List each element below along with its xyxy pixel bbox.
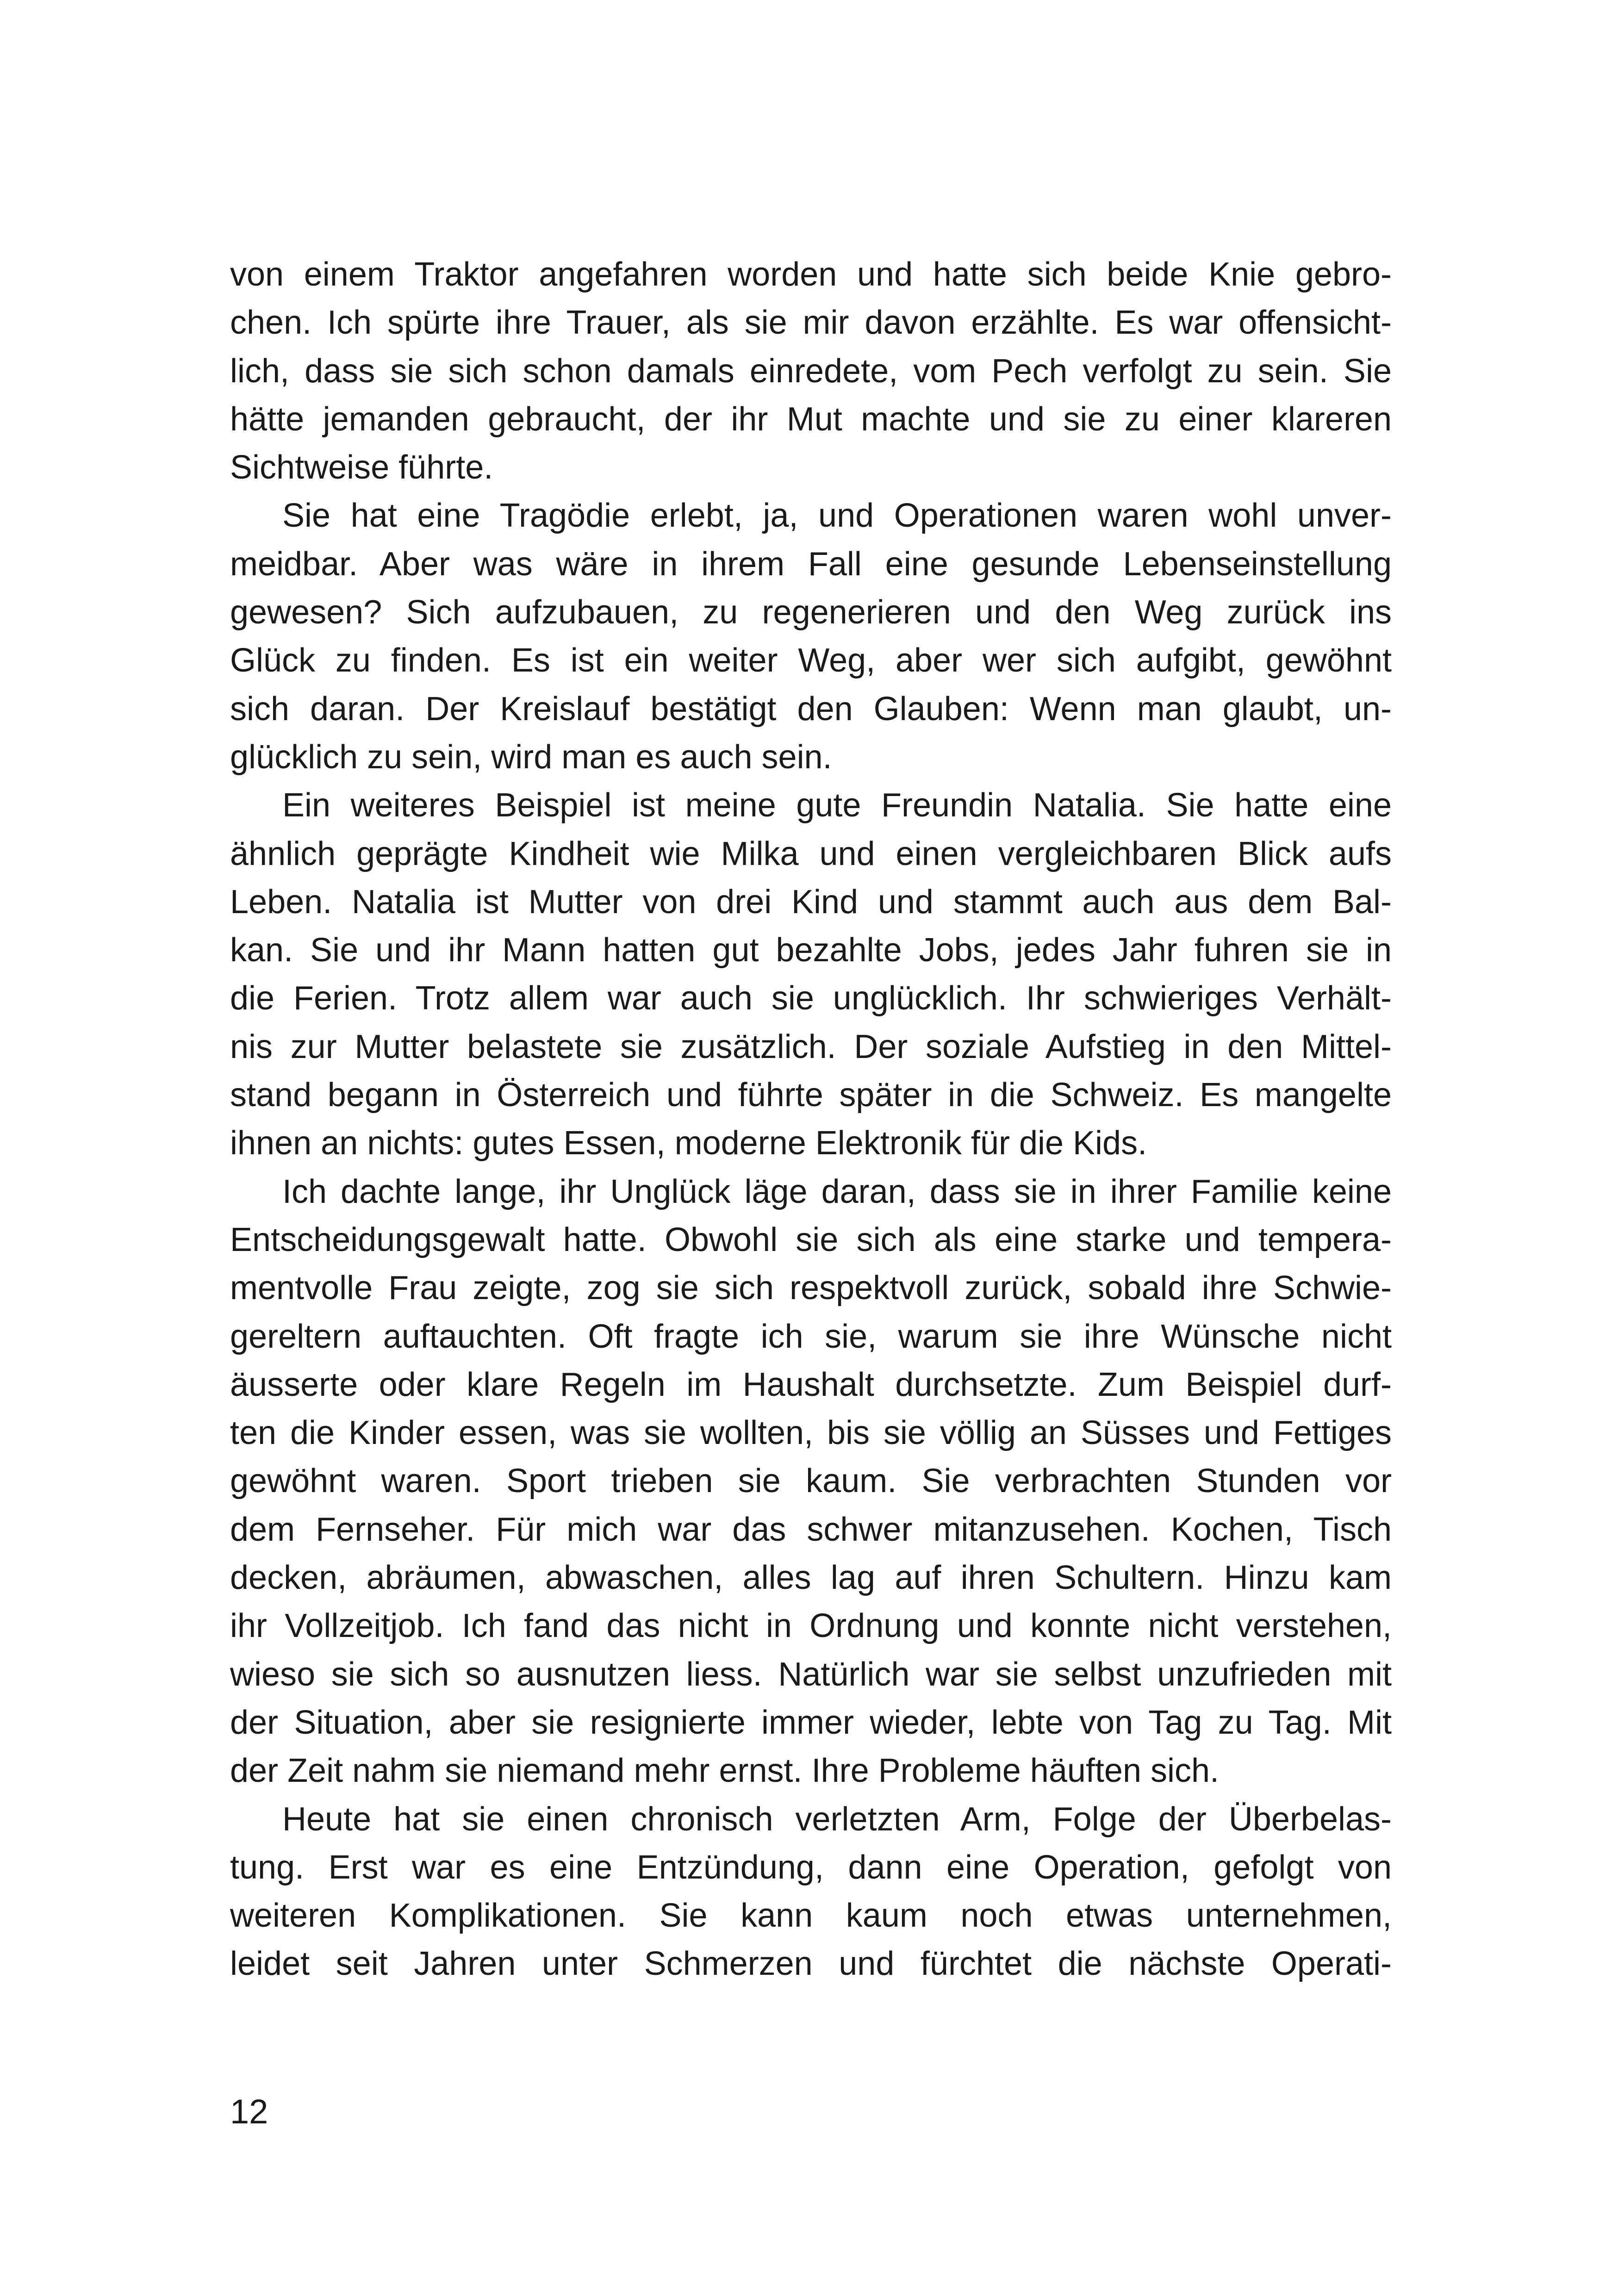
text-line: tung. Erst war es eine Entzündung, dann eine Operation, gefolgt von (230, 1848, 1392, 1886)
text-line: gewöhnt waren. Sport trieben sie kaum. Sie verbrachten Stunden vor (230, 1462, 1392, 1500)
text-line: Glück zu finden. Es ist ein weiter Weg, aber wer sich aufgibt, gewöhnt (230, 642, 1392, 679)
text-line: Ich dachte lange, ihr Unglück läge daran, dass sie in ihrer Familie keine (282, 1173, 1392, 1210)
text-line: Heute hat sie einen chronisch verletzten Arm, Folge der Überbelas- (282, 1800, 1392, 1838)
page-number: 12 (230, 2092, 268, 2131)
text-line: der Situation, aber sie resignierte immer wieder, lebte von Tag zu Tag. Mit (230, 1704, 1392, 1741)
text-line: nis zur Mutter belastete sie zusätzlich. Der soziale Aufstieg in den Mittel- (230, 1028, 1392, 1065)
text-line: kan. Sie und ihr Mann hatten gut bezahlte Jobs, jedes Jahr fuhren sie in (230, 932, 1392, 969)
text-line: dem Fernseher. Für mich war das schwer mitanzusehen. Kochen, Tisch (230, 1511, 1392, 1548)
text-line: lich, dass sie sich schon damals einredete, vom Pech verfolgt zu sein. Sie (230, 352, 1392, 390)
text-line: ten die Kinder essen, was sie wollten, bis sie völlig an Süsses und Fettiges (230, 1414, 1392, 1452)
text-line: Entscheidungsgewalt hatte. Obwohl sie sich als eine starke und tempera- (230, 1221, 1392, 1258)
text-line: wieso sie sich so ausnutzen liess. Natürlich war sie selbst unzufrieden mit (230, 1655, 1392, 1693)
text-line: stand begann in Österreich und führte später in die Schweiz. Es mangelte (230, 1076, 1392, 1114)
text-line: sich daran. Der Kreislauf bestätigt den Glauben: Wenn man glaubt, un- (230, 690, 1392, 728)
text-line: die Ferien. Trotz allem war auch sie unglücklich. Ihr schwieriges Verhält- (230, 980, 1392, 1017)
text-line: decken, abräumen, abwaschen, alles lag auf ihren Schultern. Hinzu kam (230, 1559, 1392, 1597)
text-line: weiteren Komplikationen. Sie kann kaum noch etwas unternehmen, (230, 1897, 1392, 1935)
text-line: ihnen an nichts: gutes Essen, moderne Elektronik für die Kids. (230, 1125, 1147, 1162)
text-line: Sie hat eine Tragödie erlebt, ja, und Operationen waren wohl unver- (282, 497, 1392, 535)
text-line: chen. Ich spürte ihre Trauer, als sie mir davon erzählte. Es war offensicht- (230, 304, 1392, 342)
text-line: äusserte oder klare Regeln im Haushalt durchsetzte. Zum Beispiel durf- (230, 1366, 1392, 1403)
text-line: Ein weiteres Beispiel ist meine gute Freundin Natalia. Sie hatte eine (282, 787, 1392, 824)
text-line: Leben. Natalia ist Mutter von drei Kind und stammt auch aus dem Bal- (230, 883, 1392, 921)
text-line: glücklich zu sein, wird man es auch sein. (230, 738, 832, 776)
text-line: gewesen? Sich aufzubauen, zu regenerieren und den Weg zurück ins (230, 594, 1392, 631)
text-line: gereltern auftauchten. Oft fragte ich sie, warum sie ihre Wünsche nicht (230, 1318, 1392, 1355)
body-text (230, 250, 1392, 1988)
text-line: mentvolle Frau zeigte, zog sie sich respektvoll zurück, sobald ihre Schwie- (230, 1269, 1392, 1307)
text-line: ähnlich geprägte Kindheit wie Milka und einen vergleichbaren Blick aufs (230, 835, 1392, 872)
text-line: der Zeit nahm sie niemand mehr ernst. Ihre Probleme häuften sich. (230, 1752, 1220, 1790)
text-line: leidet seit Jahren unter Schmerzen und fürchtet die nächste Operati- (230, 1945, 1392, 1983)
text-line: von einem Traktor angefahren worden und hatte sich beide Knie gebro- (230, 256, 1392, 293)
text-line: Sichtweise führte. (230, 449, 493, 486)
text-line: meidbar. Aber was wäre in ihrem Fall eine gesunde Lebenseinstellung (230, 545, 1392, 583)
text-line: hätte jemanden gebraucht, der ihr Mut machte und sie zu einer klareren (230, 400, 1392, 438)
text-line: ihr Vollzeitjob. Ich fand das nicht in Ordnung und konnte nicht verstehen, (230, 1607, 1392, 1645)
